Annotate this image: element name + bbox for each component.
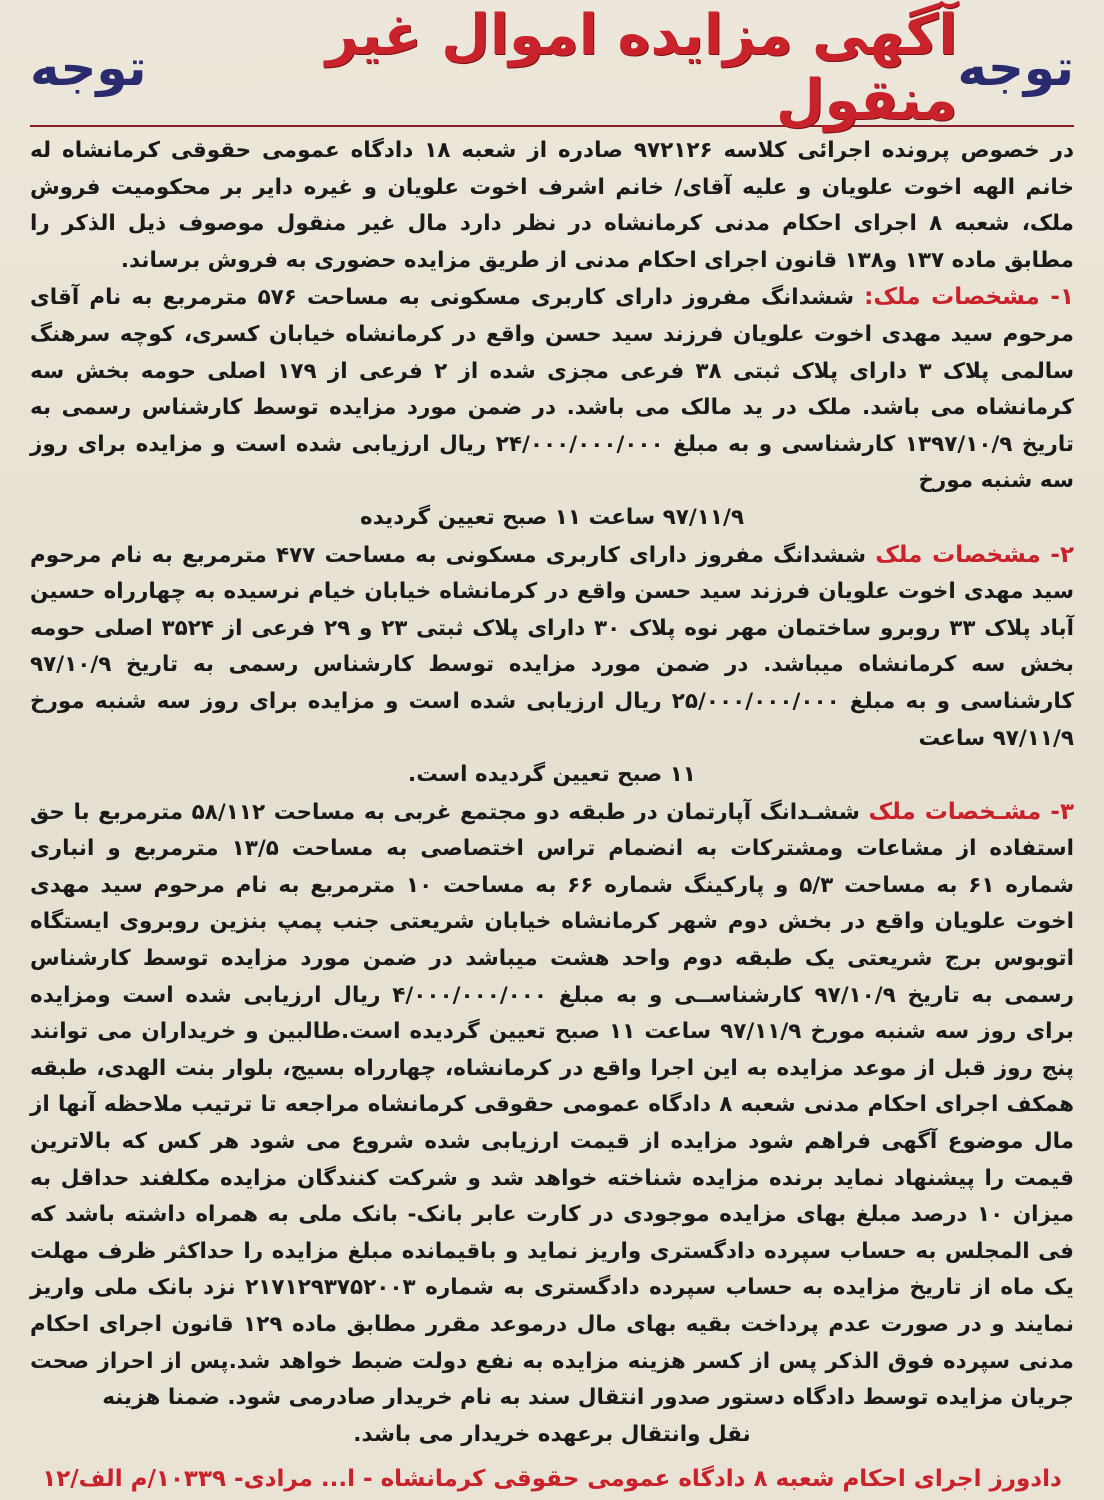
section-2-heading: ۲- مشخصات ملک <box>875 541 1074 568</box>
section-3-tail: نقل وانتقال برعهده خریدار می باشد. <box>353 1421 751 1447</box>
section-1-text: ششدانگ مفروز دارای کاربری مسکونی به مساحت ۵۷۶ مترمربع به نام آقای مرحوم سید مهدی اخوت علویان فرزند سید حسن واقع در کرمانشاه خیابان کسری، کوچه سرهنگ سالمی پلاک ۳ دارای پلاک ثبتی ۳۸ فرعی مجزی شده از ۲ فرعی از ۱۷۹ اصلی حومه بخش سه کرمانشاه می باشد. ملک در ید مالک می باشد. در ضمن مورد مزایده توسط کارشناس رسمی به تاریخ ۱۳۹۷/۱۰/۹ کارشناسی و به مبلغ ۲۴/۰۰۰/۰۰۰/۰۰۰ ریال ارزیابی شده است و مزایده برای روز سه شنبه مورخ <box>30 285 1074 494</box>
section-3 <box>30 794 1074 1417</box>
notice-body <box>30 133 1074 1453</box>
section-1 <box>30 279 1074 500</box>
section-1-tail: ۹۷/۱۱/۹ ساعت ۱۱ صبح تعیین گردیده <box>360 504 744 530</box>
section-2-text: ششدانگ مفروز دارای کاربری مسکونی به مساحت ۴۷۷ مترمربع به نام مرحوم سید مهدی اخوت علویان فرزند سید حسن واقع در کرمانشاه خیابان خیام نرسیده به چهارراه حسین آباد پلاک ۳۳ روبرو ساختمان مهر نوه پلاک ۳۰ دارای پلاک ثبتی ۲۳ و ۲۹ فرعی از ۳۵۲۴ اصلی حومه بخش سه کرمانشاه میباشد. در ضمن مورد مزایده توسط کارشناس رسمی به تاریخ ۹۷/۱۰/۹ کارشناسی و به مبلغ ۲۵/۰۰۰/۰۰۰/۰۰۰ ریال ارزیابی شده است و مزایده برای روز سه شنبه مورخ ۹۷/۱۱/۹ ساعت <box>30 542 1074 751</box>
intro-paragraph: در خصوص پرونده اجرائی کلاسه ۹۷۲۱۲۶ صادره از شعبه ۱۸ دادگاه عمومی حقوقی کرمانشاه له خانم الهه اخوت علویان و علیه آقای/ خانم اشرف اخوت علویان و غیره دایر بر محکومیت فروش ملک، شعبه ۸ اجرای احکام مدنی کرمانشاه در نظر دارد مال غیر منقول موصوف ذیل الذکر را مطابق ماده ۱۳۷ و۱۳۸ قانون اجرای احکام مدنی از طریق مزایده حضوری به فروش برساند. <box>30 138 1075 273</box>
section-2-tail: ۱۱ صبح تعیین گردیده است. <box>408 762 696 788</box>
section-2 <box>30 537 1074 758</box>
notice-title: آگهی مزایده اموال غیر منقول <box>325 2 958 133</box>
attention-label-left: توجه <box>30 38 147 97</box>
section-1-heading: ۱- مشخصات ملک: <box>864 284 1074 311</box>
section-3-heading: ۳- مشـخصات ملک <box>868 798 1074 825</box>
attention-label-right: توجه <box>957 38 1074 97</box>
section-3-text: ششـدانگ آپارتمان در طبقه دو مجتمع غربی به مساحت ۵۸/۱۱۲ مترمربع با حق استفاده از مشاعات ومشترکات به انضمام تراس اختصاصی به مساحت ۱۳/۵ مترمربع و انباری شماره ۶۱ به مساحت ۵/۳ و پارکینگ شماره ۶۶ به مساحت ۱۰ مترمربع به نام مرحوم سید مهدی اخوت علویان واقع در بخش دوم شهر کرمانشاه خیابان شریعتی جنب پمپ بنزین روبروی ایستگاه اتوبوس برج شریعتی یک طبقه دوم واحد هشت میباشد در ضمن مورد مزایده توسط کارشناس رسمی به تاریخ ۹۷/۱۰/۹ کارشناســی و به مبلغ ۴/۰۰۰/۰۰۰/۰۰۰ ریال ارزیابی شده است ومزایده برای روز سه شنبه مورخ ۹۷/۱۱/۹ ساعت ۱۱ صبح تعیین گردیده است.طالبین و خریداران می توانند پنج روز قبل از موعد مزایده به این اجرا واقع در کرمانشاه، چهارراه بسیج، بلوار بنت الهدی، طبقه همکف اجرای احکام مدنی شعبه ۸ دادگاه عمومی حقوقی کرمانشاه مراجعه تا ترتیب ملاحظه آنها از مال موضوع آگهی فراهم شود مزایده از قیمت ارزیابی شده شروع می شود هر کس که بالاترین قیمت را پیشنهاد نماید برنده مزایده شناخته خواهد شد و شرکت کنندگان مزایده مکلفند حداقل به میزان ۱۰ درصد مبلغ بهای مزایده موجودی در کارت عابر بانک- بانک ملی به همراه داشته باشد که فی المجلس به حساب سپرده دادگستری واریز نماید و باقیمانده مبلغ مزایده را حداکثر ظرف مهلت یک ماه از تاریخ مزایده به حساب سپرده دادگستری به شماره ۲۱۷۱۲۹۳۷۵۲۰۰۳ نزد بانک ملی واریز نمایند و در صورت عدم پرداخت بقیه بهای مال درموعد مقرر مطابق ماده ۱۲۹ قانون اجرای احکام مدنی سپرده فوق الذکر پس از کسر هزینه مزایده به نفع دولت ضبط خواهد شد.پس از احراز صحت جریان مزایده توسط دادگاه دستور صدور انتقال سند به نام خریدار صادرمی شود. ضمنا هزینه <box>30 799 1075 1411</box>
notice-footer-signature: دادورز اجرای احکام شعبه ۸ دادگاه عمومی حقوقی کرمانشاه - ا... مرادی- ۱۰۳۳۹/م الف/۱۲ <box>42 1466 1062 1493</box>
notice-header <box>30 2 1074 133</box>
